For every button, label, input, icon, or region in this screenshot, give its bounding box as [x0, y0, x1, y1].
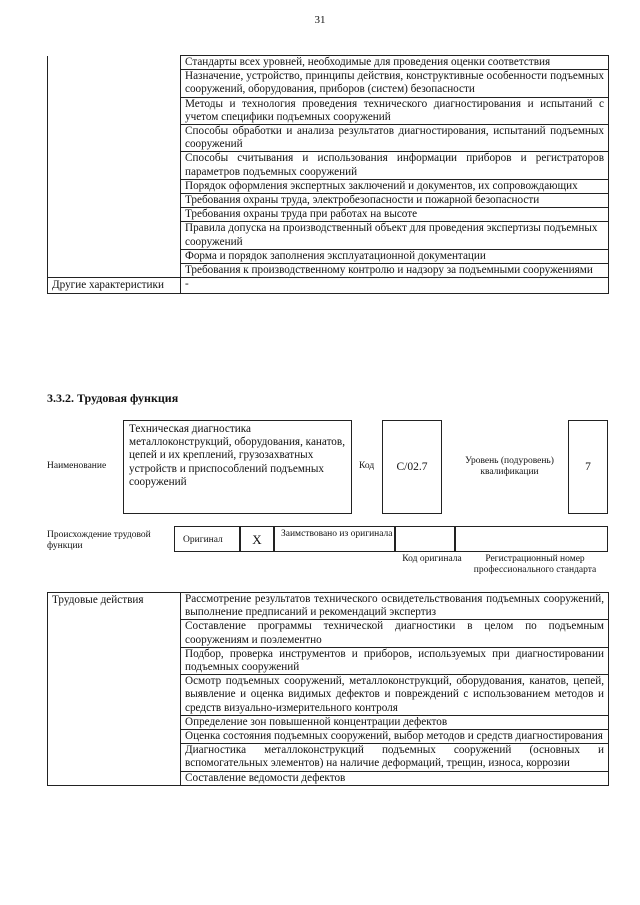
knowledge-item: Способы обработки и анализа результатов диагностирования, испытаний подъемных сооружений — [181, 125, 609, 152]
original-mark: X — [240, 526, 274, 552]
knowledge-item: Правила допуска на производственный объект для проведения экспертизы подъемных сооружений — [181, 222, 609, 249]
qualification-level-label: Уровень (подуровень) квалификации — [465, 456, 554, 477]
labor-action-item: Определение зон повышенной концентрации дефектов — [181, 715, 609, 729]
knowledge-item: Требования охраны труда при работах на высоте — [181, 208, 609, 222]
other-characteristics-label: Другие характеристики — [48, 278, 181, 294]
knowledge-item: Назначение, устройство, принципы действия, конструктивные особенности подъемных сооружений, оборудования, приборов (систем) безопасности — [181, 70, 609, 97]
labor-action-item: Составление программы технической диагностики в целом по подъемным сооружениям и поэлементно — [181, 620, 609, 647]
registration-number-caption: Регистрационный номер профессионального стандарта — [473, 554, 597, 575]
labor-actions-table — [47, 592, 609, 786]
knowledge-item: Порядок оформления экспертных заключений и документов, их сопровождающих — [181, 179, 609, 193]
borrowed-label: Заимствовано из оригинала — [274, 526, 395, 552]
labor-actions-label: Трудовые действия — [48, 593, 181, 786]
page-number: 31 — [314, 14, 326, 26]
section-heading: 3.3.2. Трудовая функция — [47, 391, 179, 405]
labor-action-item: Осмотр подъемных сооружений, металлоконструкций, оборудования, канатов, цепей, выявление и оценка видимых дефектов и повреждений с использованием методов и средств визуально-измерительного контроля — [181, 675, 609, 716]
name-label: Наименование — [47, 461, 107, 471]
table-label-cell — [48, 56, 181, 278]
knowledge-table — [47, 55, 609, 294]
original-code-cell — [395, 526, 455, 552]
labor-action-item: Подбор, проверка инструментов и приборов, используемых при диагностировании подъемных сооружений — [181, 647, 609, 674]
labor-action-item: Составление ведомости дефектов — [181, 771, 609, 785]
knowledge-item: Форма и порядок заполнения эксплуатационной документации — [181, 249, 609, 263]
labor-action-item: Диагностика металлоконструкций подъемных сооружений (основных и вспомогательных элементов) на наличие деформаций, трещин, износа, коррозии — [181, 744, 609, 771]
origin-label: Происхождение трудовой функции — [47, 530, 151, 551]
function-code-value: С/02.7 — [382, 420, 442, 514]
labor-action-item: Рассмотрение результатов технического освидетельствования подъемных сооружений, выполнение предписаний и рекомендаций экспертиз — [181, 593, 609, 620]
labor-action-item: Оценка состояния подъемных сооружений, выбор методов и средств диагностирования — [181, 730, 609, 744]
other-characteristics-value: - — [181, 278, 609, 294]
original-code-caption: Код оригинала — [402, 554, 462, 564]
table-row — [48, 278, 609, 294]
qualification-level-value: 7 — [568, 420, 608, 514]
knowledge-item: Методы и технология проведения технического диагностирования и испытаний с учетом специфики подъемных сооружений — [181, 97, 609, 124]
knowledge-item: Требования охраны труда, электробезопасности и пожарной безопасности — [181, 194, 609, 208]
knowledge-item: Требования к производственному контролю и надзору за подъемными сооружениями — [181, 264, 609, 278]
original-label: Оригинал — [174, 526, 240, 552]
origin-row — [174, 526, 608, 552]
function-name-value: Техническая диагностика металлоконструкций, оборудования, канатов, цепей и их креплений, грузозахватных устройств и приспособлений подъемных сооружений — [123, 420, 352, 514]
table-row — [48, 56, 609, 70]
code-label: Код — [359, 461, 375, 471]
knowledge-item: Способы считывания и использования информации приборов и регистраторов параметров подъемных сооружений — [181, 152, 609, 179]
table-row — [48, 593, 609, 620]
registration-number-cell — [455, 526, 608, 552]
knowledge-item: Стандарты всех уровней, необходимые для проведения оценки соответствия — [181, 56, 609, 70]
